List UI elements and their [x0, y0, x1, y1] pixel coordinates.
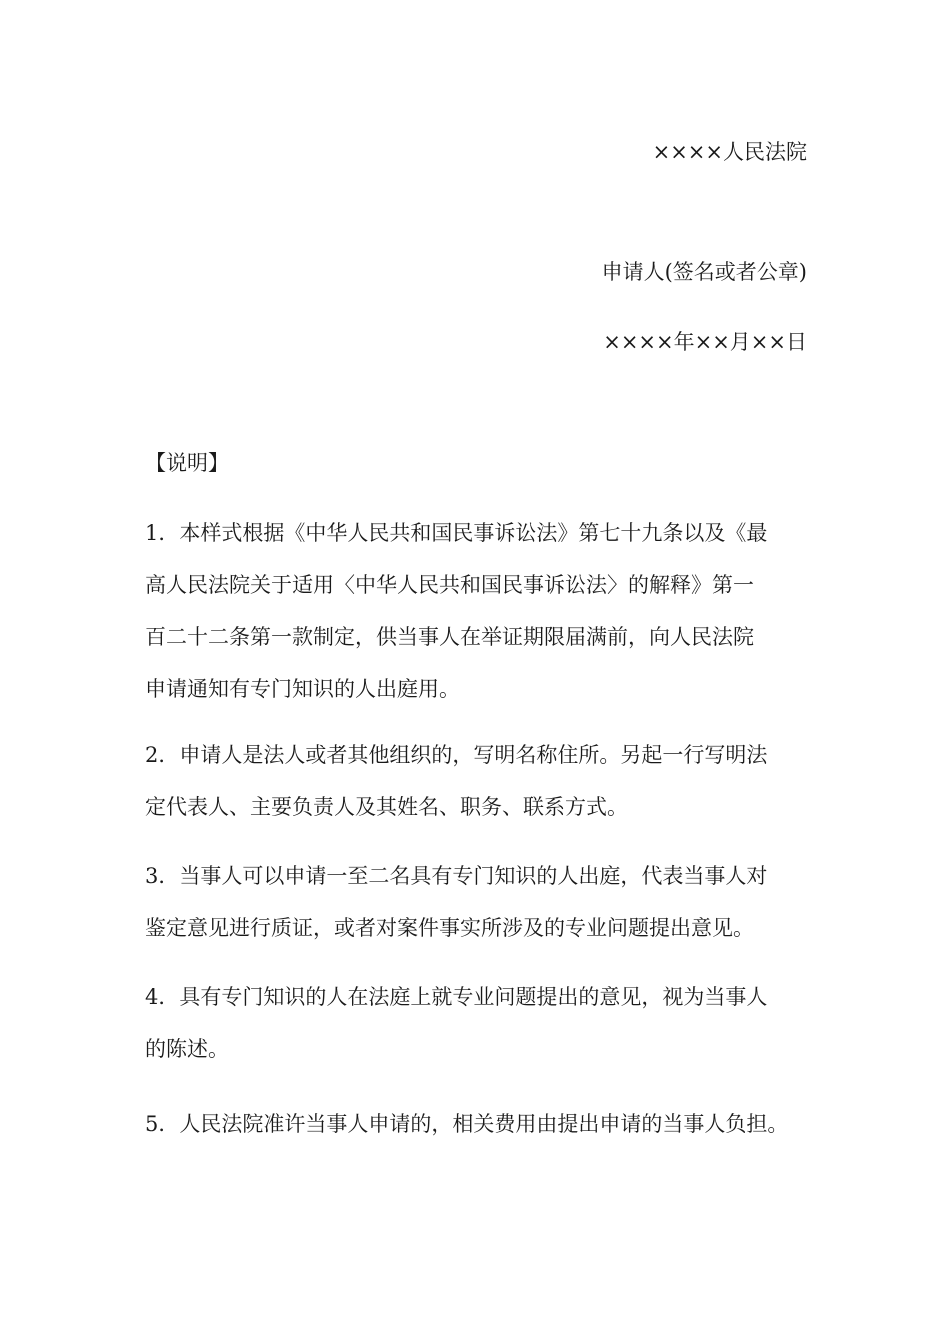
note-line: 1．本样式根据《中华人民共和国民事诉讼法》第七十九条以及《最	[145, 521, 768, 545]
note-line: 的陈述。	[145, 1037, 229, 1061]
note-line: 定代表人、主要负责人及其姓名、职务、联系方式。	[145, 795, 628, 819]
applicant-signature-line: 申请人(签名或者公章)	[601, 260, 807, 284]
date-line: ××××年××月××日	[603, 330, 807, 354]
note-line: 4．具有专门知识的人在法庭上就专业问题提出的意见，视为当事人	[145, 985, 768, 1009]
note-line: 2．申请人是法人或者其他组织的，写明名称住所。另起一行写明法	[145, 743, 768, 767]
notes-heading: 【说明】	[145, 451, 229, 475]
note-line: 鉴定意见进行质证，或者对案件事实所涉及的专业问题提出意见。	[145, 916, 754, 940]
note-item-4	[145, 971, 825, 1075]
note-line: 3．当事人可以申请一至二名具有专门知识的人出庭，代表当事人对	[145, 864, 768, 888]
court-name: ××××人民法院	[652, 140, 807, 164]
note-item-3	[145, 850, 825, 954]
note-line: 高人民法院关于适用〈中华人民共和国民事诉讼法〉的解释》第一	[145, 573, 754, 597]
note-line: 5．人民法院准许当事人申请的，相关费用由提出申请的当事人负担。	[145, 1112, 789, 1136]
note-item-5	[145, 1098, 825, 1150]
note-line: 百二十二条第一款制定，供当事人在举证期限届满前，向人民法院	[145, 625, 754, 649]
note-item-1	[145, 507, 825, 715]
note-item-2	[145, 729, 825, 833]
note-line: 申请通知有专门知识的人出庭用。	[145, 677, 460, 701]
